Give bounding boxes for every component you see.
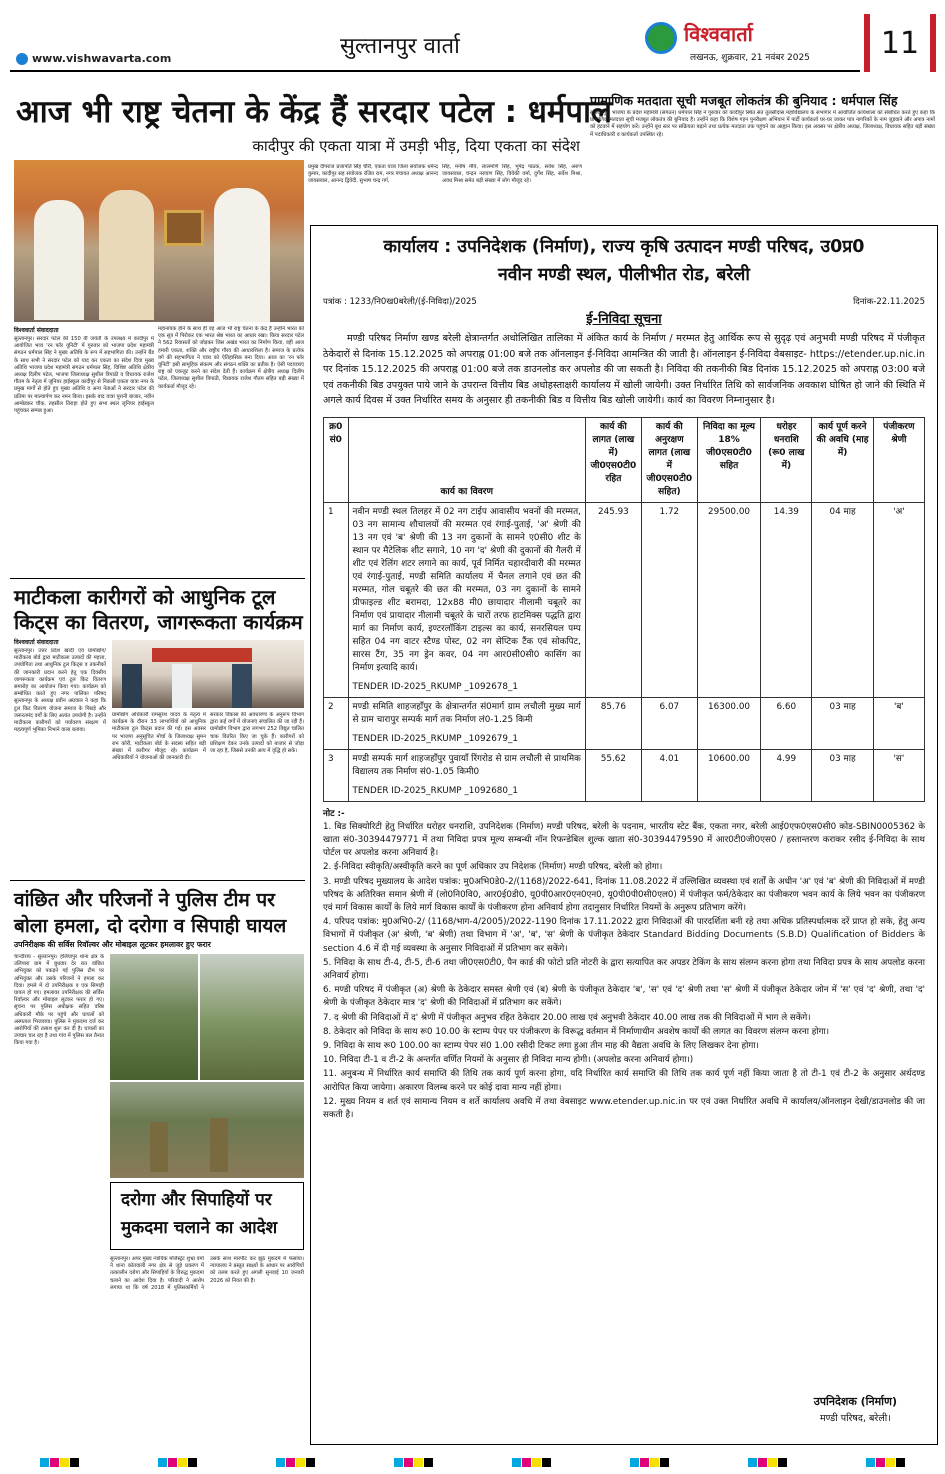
- row-desc-text: मण्डी सम्पर्क मार्ग शाहजहाँपुर पुवायाँ रिंगरोड से ग्राम लचौली से प्राथमिक विद्यालय तक निर्माण सं0-1.05 किमी0: [352, 753, 581, 777]
- story3-photo-1: [110, 954, 198, 1080]
- row-maint: 4.01: [641, 749, 697, 801]
- col-emd: धरोहर धनराशि (रू0 लाख में): [761, 417, 812, 502]
- story3-body: चान्दीराय - सुल्तानपुर। हलियापुर थाना क्षेत्र के उलिपारा ग्राम में बुधवार देर रात वांछित अभियुक्त को पकड़ने गई पुलिस टीम पर अभियुक्त और उसके परिजनों ने हमला कर दिया। हमले में दो उपनिरीक्षक व एक सिपाही घायल हो गए। हमलावर उपनिरीक्षक की सर्विस रिवॉल्वर और मोबाइल लूटकर फरार हो गए। सूचना पर पुलिस अधीक्षक सहित वरिष्ठ अधिकारी मौके पर पहुंचे और घायलों को अस्पताल भिजवाया। पुलिस ने मुकदमा दर्ज कर आरोपियों की तलाश शुरू कर दी है। घायलों का उपचार चल रहा है तथा गांव में पुलिस बल तैनात किया गया है।: [14, 954, 104, 1047]
- row-sn: 1: [324, 502, 349, 697]
- table-row: [324, 697, 925, 749]
- notice-intro: मण्डी परिषद निर्माण खण्ड बरेली क्षेत्रान्तर्गत अधोलिखित तालिका में अंकित कार्य के निर्माण / मरम्मत हेतु आर्थिक रूप से सुदृढ़ एवं अनुभवी मण्डी परिषद में पंजीकृत ठेकेदारों से दिनांक 15.12.2025 को अपराह्न 01:00 बजे तक ऑनलाइन ई-निविदा आमन्त्रित की जाती है। ऑनलाइन ई-निविदा वेबसाइट- https://etender.up.nic.in पर दिनांक 15.12.2025 की अपराह्न 01:00 बजे तक डाउनलोड कर अपलोड की जा सकती है। निविदा की तकनीकी बिड दिनांक 15.12.2025 को अपराह्न 03:00 बजे एवं तकनीकी बिड उपयुक्त पाये जाने के उपरान्त वित्तीय बिड अधोहस्ताक्षरी कार्यालय में खोली जायेगी। उक्त निर्धारित तिथि को सार्वजनिक अवकाश घोषित हो जाने की स्थिति में अगले कार्य दिवस में उक्त निर्धारित समय के अनुसार ही तकनीकी बिड व वित्तीय बिड खोली जायेगी। कार्य का विवरण निम्नानुसार है।: [323, 333, 925, 406]
- story3-headline-2: बोला हमला, दो दरोगा व सिपाही घायल: [14, 915, 287, 937]
- cmyk-swatch-icon: [276, 1458, 315, 1467]
- notice-title-line1: कार्यालय : उपनिदेशक (निर्माण), राज्य कृषि उत्पादन मण्डी परिषद, उ0प्र0: [383, 237, 865, 257]
- row-desc: [348, 502, 585, 697]
- lead-body-col2: महानायक होने के साथ ही वह आज भी राष्ट्र चेतना के केंद्र हैं उन्होंने भारत को एक सूत्र में पिरोकर एक भारत श्रेष्ठ भारत का आधार रखा। किया सरदार पटेल ने 562 रियासतों को जोड़कर जिस अखंड भारत का निर्माण किया, वही आज हमारी एकता, शक्ति और राष्ट्रीय गौरव की आधारशिला है। समाज के प्रत्येक वर्ग की सहभागिता ने यात्रा को ऐतिहासिक बना दिया। आज का 'रन फॉर यूनिटी' इसी सामूहिक संकल्प और संगठन शक्ति का प्रतीक है। ऐसी पदयात्राएं राष्ट्र को एकजुट करने का संदेश देती हैं। कार्यक्रम में क्षेत्रीय अध्यक्ष दिलीप पटेल, जिलाध्यक्ष सुशील त्रिपाठी, विधायक राजेश गौतम सहित बड़ी संख्या में कार्यकर्ता मौजूद रहे।: [158, 326, 304, 390]
- page-number: 11: [880, 25, 920, 61]
- row-emd: 6.60: [761, 697, 812, 749]
- notice-ref-no: पत्रांक : 1233/नि0ख0बरेली/(ई-निविदा)/2025: [323, 297, 477, 307]
- lead-photo: [14, 160, 304, 322]
- notes-title: नोट :-: [323, 808, 345, 819]
- story3-photo-3: [110, 1082, 304, 1178]
- cmyk-swatch-icon: [394, 1458, 433, 1467]
- note-item: 3. मण्डी परिषद मुख्यालय के आदेश पत्रांक: मु0अभि0डे0-2/(1168)/2022-641, दिनांक 11.08.2022 में उल्लिखित व्यवस्था एवं शर्तों के अधीन 'अ' एवं 'ब' श्रेणी की निविदाओं में मण्डी परिषद के अतिरिक्त समान श्रेणी में (लो0नि0वि0, आर0ई0डी0, यू0पी0आर0एन0एन0, यू0पी0पी0सी0एल0) में पंजीकृत फर्म/ठेकेदार का पंजीकरण भवन कार्य के लिये भवन का पंजीकरण एवं मार्ग विकास कार्यों के लिये मार्ग विकास कार्यों के पंजीकरण होना अनिवार्य होगा तदानुसार निर्धारित नियमों के अनुरूप प्रतिभाग करेंगे।: [323, 876, 925, 913]
- col-cost: कार्य की लागत (लाख में) जी0एस0टी0 रहित: [585, 417, 641, 502]
- sign-office: मण्डी परिषद, बरेली।: [819, 1413, 891, 1424]
- notice-title-line2: नवीन मण्डी स्थल, पीलीभीत रोड, बरेली: [498, 265, 750, 285]
- note-item: 1. बिड सिक्योरिटी हेतु निर्धारित धरोहर धनराशि, उपनिदेशक (निर्माण) मण्डी परिषद, बरेली के पदनाम, भारतीय स्टेट बैंक, एकता नगर, बरेली आई0एफ0एस0सी0 कोड-SBIN0005362 के खाता सं0-30394479771 में तथा निविदा प्रपत्र मूल्य सम्बन्धी नॉन रिफन्डेबिल शुल्क खाता सं0-30394479590 में आर0टी0जी0एस0 / हस्तान्तरण कराकर रसीद ई-निविदा के साथ पोर्टल पर अपलोड करना अनिवार्य है।: [323, 821, 925, 859]
- website-row: [16, 52, 171, 65]
- row-tender-id: TENDER ID-2025_RKUMP _1092678_1: [352, 681, 518, 692]
- voter-headline: प्रामाणिक मतदाता सूची मजबूत लोकतंत्र की बुनियाद : धर्मपाल सिंह: [590, 93, 898, 108]
- lead-body-col3: प्रमुख दीपराज प्रजापति सिंह चौरी, एकता यात्रा जिला संयोजक धर्मेन्द्र कुमार, कादीपुर सह संयोजक रंजित राम, नगर पंचायत अध्यक्ष आनन्द जायसवाल, आनन्द द्विवेदी, सुभाष चन्द्र गर्ग,: [308, 164, 438, 185]
- row-period: 03 माह: [812, 749, 873, 801]
- notice-date: दिनांक-22.11.2025: [853, 297, 925, 307]
- col-cat: पंजीकरण श्रेणी: [873, 417, 924, 502]
- story3-headline-1: वांछित और परिजनों ने पुलिस टीम पर: [14, 889, 275, 911]
- brand-logo-icon: [645, 22, 677, 54]
- row-fee: 29500.00: [697, 502, 760, 697]
- story4-headline-1: दरोगा और सिपाहियों पर: [121, 1190, 272, 1210]
- row-maint: 6.07: [641, 697, 697, 749]
- voter-body: सुल्तानपुर। भाजपा के प्रदेश महामंत्री (संगठन) धर्मपाल सिंह ने गुरुवार को कादीपुर स्थित संत तुलसीदास महाविद्यालय के सभागार में आयोजित कार्यशाला को संबोधित करते हुए कहा कि प्रामाणिक मतदाता सूची मजबूत लोकतंत्र की बुनियाद है। उन्होंने कहा कि विशेष गहन पुनरीक्षण अभियान में पार्टी कार्यकर्ता घर-घर जाकर पात्र नागरिकों के नाम जुड़वाने और अपात्र नामों को हटवाने में सहयोग करें। उन्होंने बूथ स्तर पर सक्रियता बढ़ाने तथा प्रत्येक मतदाता तक पहुंचने का आह्वान किया। इस अवसर पर क्षेत्रीय अध्यक्ष, जिलाध्यक्ष, विधायक सहित बड़ी संख्या में पदाधिकारी व कार्यकर्ता उपस्थित रहे।: [590, 110, 935, 138]
- row-sn: 2: [324, 697, 349, 749]
- row-sn: 3: [324, 749, 349, 801]
- row-desc: [348, 749, 585, 801]
- story4-headline-2: मुकदमा चलाने का आदेश: [121, 1218, 278, 1238]
- col-sn: क्र0 सं0: [324, 417, 349, 502]
- website-link[interactable]: www.vishwavarta.com: [32, 52, 172, 65]
- story4-body: सुल्तानपुर। अपर मुख्य न्यायिक मजिस्ट्रेट शुभ्रा वर्मा ने थाना कोतवाली नगर क्षेत्र से जुड़े प्रकरण में तत्कालीन दरोगा और सिपाहियों के विरुद्ध मुकदमा चलाने का आदेश दिया है। परिवादी ने आरोप लगाया था कि वर्ष 2018 में पुलिसकर्मियों ने उसके साथ मारपीट कर झूठे मुकदमे में फंसाया। न्यायालय ने प्रस्तुत साक्ष्यों के आधार पर आरोपियों को तलब करते हुए अगली सुनवाई 10 जनवरी 2026 को नियत की है।: [110, 1256, 304, 1291]
- row-cost: 85.76: [585, 697, 641, 749]
- story2-body-right: सरकार विकास की अवधारणा के अनुरूप विभाग द्वारा कई वर्गों में योजनाएं संचालित की जा रही हैं। ग्रामोद्योग विभाग द्वारा लगभग 252 विद्युत चालित चाक वितरित किए जा चुके हैं। कारीगरों को प्रशिक्षण देकर उनके उत्पादों को बाजार से जोड़ा जा रहा है, जिससे उनकी आय में वृद्धि हो सके।: [210, 712, 304, 755]
- cmyk-swatch-icon: [748, 1458, 787, 1467]
- globe-icon: [16, 53, 28, 65]
- note-item: 2. ई-निविदा स्वीकृति/अस्वीकृति करने का पूर्ण अधिकार उप निदेशक (निर्माण) मण्डी परिषद, बरेली को होगा।: [323, 862, 663, 873]
- story2-headline-2: किट्स का वितरण, जागरूकता कार्यक्रम: [14, 610, 303, 634]
- story2-byline: विश्ववार्ता संवाददाता: [14, 639, 59, 646]
- row-desc: [348, 697, 585, 749]
- story4-headline-box: [110, 1182, 304, 1250]
- story2-photo: [112, 640, 304, 708]
- row-cost: 55.62: [585, 749, 641, 801]
- story2-headline-1: माटीकला कारीगरों को आधुनिक टूल: [14, 585, 276, 609]
- sign-title: उपनिदेशक (निर्माण): [813, 1395, 897, 1408]
- story2-body-mid: ग्रामोद्योग अधिकारी रामसुरेश यादव के नेतृत्व में कार्यक्रम के दौरान 33 लाभार्थियों को आधुनिक माटीकला टूल किट्स प्रदान की गई। इस अवसर पर भाजपा अनुसूचित मोर्चा के जिलाध्यक्ष सुमन राम कोरी, माटीकला बोर्ड के सदस्य सहित बड़ी संख्या में कारीगर मौजूद रहे। कार्यक्रम में अधिकारियों ने योजनाओं की जानकारी दी।: [112, 712, 206, 762]
- cmyk-swatch-icon: [512, 1458, 551, 1467]
- story3-photo-2: [200, 954, 304, 1080]
- note-item: 5. निविदा के साथ टी-4, टी-5, टी-6 तथा जी0एस0टी0, पैन कार्ड की फोटो प्रति नोटरी के द्वारा सत्यापित कर अपडर टेकिंग के साथ संलग्न करना होगा तथा निविदा प्रपत्र के साथ अपलोड करना अनिवार्य होगा।: [323, 957, 925, 981]
- row-emd: 4.99: [761, 749, 812, 801]
- tender-table: [323, 417, 925, 802]
- col-fee: निविदा का मूल्य 18% जी0एस0टी0 सहित: [697, 417, 760, 502]
- cmyk-swatch-icon: [40, 1458, 79, 1467]
- row-desc-text: नवीन मण्डी स्थल तिलहर में 02 नग टाईप आवासीय भवनों की मरम्मत, 03 नग सामान्य शौचालयों की मरम्मत एवं रंगाई-पुताई, 'अ' श्रेणी की 13 नग एवं 'ब' श्रेणी की 13 नग दुकानों के सामने ए0सी0 शीट के स्थान पर मैटेलिक शीट सगाने, 10 नग 'द' श्रेणी की दुकानों की गैलरी में शीट एवं रेलिंग शटर लगाने का कार्य, पूर्व निर्मित चहारदीवारी की मरम्मत एवं रंगाई-पुताई, मण्डी समिति कार्यालय में चैनल लगाने एवं छत की मरम्मत, गोल चबूतरे की छत की मरम्मत, 03 नग दुकानों के सामने प्रीफाइल्ड शीट बरामदा, 12x88 मी0 छायादार नीलामी चबूतरे का निर्माण एवं प्रायादार नीलामी चबूतरे के चारों तरफ हाटमिक्स पद्धति द्वारा मार्ग का निर्माण कार्य, इण्टरलॉकिंग टाइल्स का कार्य, सनरसियल पम्प सहित 04 नग वाटर स्टैण्ड पोस्ट, 02 नग सेप्टिक टैंक एवं सोकपिट, सारस टैंग, 35 नग ड्रेन कवर, 04 नग आर0सी0सी0 कासिंग का निर्माण इत्यादि कार्य।: [352, 506, 581, 673]
- note-item: 6. मण्डी परिषद में पंजीकृत (अ) श्रेणी के ठेकेदार समस्त श्रेणी एवं (ब) श्रेणी के पंजीकृत ठेकेदार 'ब', 'स' एवं 'द' श्रेणी तथा 'स' श्रेणी में पंजीकृत ठेकेदार जोन में 'स' एवं 'द' श्रेणी, तथा 'द' श्रेणी के पंजीकृत ठेकेदार मात्र 'द' श्रेणी की निविदाओं में प्रतिभाग कर सकेंगे।: [323, 985, 925, 1009]
- cmyk-swatch-icon: [158, 1458, 197, 1467]
- lead-body-col1: सुल्तानपुर। सरदार पटेल की 150 वीं जयंती के उपलक्ष्य में कादीपुर में आयोजित भव्य 'रन फॉर यूनिटी' में गुरुवार को भाजपा प्रदेश महामंत्री संगठन धर्मपाल सिंह ने मुख्य अतिथि के रूप में सहभागिता की। उन्होंने बैंड के साथ सभी ने सरदार पटेल को याद कर एकता का संदेश दिया मुख्य अतिथि भाजपा प्रदेश महामंत्री संगठन धर्मपाल सिंह, विशिष्ट अतिथि क्षेत्रीय अध्यक्ष दिलीप पटेल, भाजपा जिलाध्यक्ष सुशील त्रिपाठी व विधायक राजेश गौतम के नेतृत्व में जूनियर हाईस्कूल कादीपुर से निकली एकता यात्रा नगर के प्रमुख मार्गों से होते हुए मुख्य अतिथि व अन्य नेताओं ने सरदार पटेल की प्रतिमा पर माल्यार्पण कर नमन किया। इसके बाद यात्रा पुरानी बाजार, नवीन आम्बेडकर चौक, तहसील तिराहा होते हुए सभा स्थल जूनियर हाईस्कूल पहुंचकर सम्पन्न हुआ।: [14, 336, 154, 415]
- row-cost: 245.93: [585, 502, 641, 697]
- note-item: 7. द श्रेणी की निविदाओं में द' श्रेणी में पंजीकृत अनुभव रहित ठेकेदार 20.00 लाख एवं अनुभवी ठेकेदार 40.00 लाख तक की निविदाओं में भाग ले सकेंगे।: [323, 1012, 811, 1023]
- page-number-box: [864, 14, 936, 72]
- cmyk-swatch-icon: [630, 1458, 669, 1467]
- row-period: 03 माह: [812, 697, 873, 749]
- notes-list: [323, 821, 925, 1122]
- lead-body-col4: सिंह, मनीष मौर्य, लालमणि सिंह, भूपेंद्र पाठक, सर्वेश सिंह, अरुण जायसवाल, चन्द्रन नरायण सिंह, विवेकी वर्मा, दुर्गेश सिंह, सर्वेश मिश्रा, अवध मिश्रा समेत बड़ी संख्या में लोग मौजूद रहे।: [442, 164, 582, 185]
- notice-heading: ई-निविदा सूचना: [586, 312, 662, 327]
- note-item: 8. ठेकेदार को निविदा के साथ रू0 10.00 के स्टाम्प पेपर पर पंजीकरण के विरूद्ध वर्तमान में निर्माणाधीन अवशेष कार्यों की लागत का विवरण संलग्न करना होगा।: [323, 1026, 830, 1037]
- lead-headline: आज भी राष्ट्र चेतना के केंद्र हैं सरदार पटेल : धर्मपाल: [16, 94, 613, 130]
- story2-body-left: सुल्तानपुर। उत्तर प्रदेश खादी एवं ग्रामोद्योग/माटीकला बोर्ड द्वारा माटीकला उत्पादों की महत्ता, उपयोगिता तथा आधुनिक टूल किट्स व तकनीकों की जानकारी प्रदान करने हेतु एक दिवसीय जागरूकता कार्यक्रम एवं टूल किट वितरण समारोह का आयोजन किया गया। कार्यक्रम को सम्बोधित करते हुए नगर पालिका परिषद सुल्तानपुर के अध्यक्ष प्रवीन अग्रवाल ने कहा कि टूल किट वितरण योजना समाज के पिछड़े और जरूरतमंद वर्गों के लिए अत्यंत उपयोगी है। उन्होंने माटीकला कारीगरों को पर्यावरण संरक्षण में महत्वपूर्ण भूमिका निभाने वाला बताया।: [14, 648, 106, 734]
- brand-name: विश्ववार्ता: [684, 22, 753, 46]
- row-fee: 16300.00: [697, 697, 760, 749]
- note-item: 11. अनुबन्ध में निर्धारित कार्य समाप्ति की तिथि तक कार्य पूर्ण करना होगा, यदि निर्धारित कार्य समाप्ति की तिथि तक कार्य पूर्ण नहीं किया जाता है तो टी-1 एवं टी-2 के अनुसार अर्थदण्ड आरोपित किया जायेगा। अकारण विलम्ब करने पर कोई दावा मान्य नहीं होगा।: [323, 1069, 925, 1093]
- tender-table-header: [324, 417, 925, 502]
- table-row: [324, 502, 925, 697]
- row-cat: 'ब': [873, 697, 924, 749]
- cmyk-swatch-icon: [866, 1458, 905, 1467]
- color-registration-strip: [0, 1452, 945, 1472]
- row-tender-id: TENDER ID-2025_RKUMP _1092679_1: [352, 733, 518, 744]
- story3-subhead: उपनिरीक्षक की सर्विस रिवॉल्वर और मोबाइल लूटकर हमलावर हुए फरार: [14, 940, 211, 949]
- col-desc: कार्य का विवरण: [348, 417, 585, 502]
- note-item: 10. निविदा टी-1 व टी-2 के अन्तर्गत वर्णित नियमों के अनुसार ही निविदा मान्य होगी। (अपलोड करना अनिवार्य होगा।): [323, 1055, 694, 1066]
- lead-subhead: कादीपुर की एकता यात्रा में उमड़ी भीड़, दिया एकता का संदेश: [252, 137, 580, 155]
- row-emd: 14.39: [761, 502, 812, 697]
- row-cat: 'स': [873, 749, 924, 801]
- row-period: 04 माह: [812, 502, 873, 697]
- masthead: [0, 0, 945, 80]
- row-maint: 1.72: [641, 502, 697, 697]
- dateline: लखनऊ, शुक्रवार, 21 नवंबर 2025: [690, 53, 810, 63]
- table-row: [324, 749, 925, 801]
- lead-byline: विश्ववार्ता संवाददाता: [14, 327, 59, 334]
- row-tender-id: TENDER ID-2025_RKUMP _1092680_1: [352, 785, 518, 796]
- note-item: 9. निविदा के साथ रू0 100.00 का स्टाम्प पेपर सं0 1.00 रसीदी टिकट लगा हुआ तीन माह की वैद्यता अवधि के लिए लिखकर देना होगा।: [323, 1040, 759, 1051]
- col-period: कार्य पूर्ण करने की अवधि (माह में): [812, 417, 873, 502]
- row-desc-text: मण्डी समिति शाहजहाँपुर के क्षेत्रान्तर्गत सं0मार्ग ग्राम लचौली मुख्य मार्ग से ग्राम चारापुर सम्पर्क मार्ग तक निर्माण लं0-1.25 किमी: [352, 701, 581, 725]
- row-cat: 'अ': [873, 502, 924, 697]
- page-title: सुल्तानपुर वार्ता: [340, 34, 460, 59]
- note-item: 12. मुख्य नियम व शर्त एवं सामान्य नियम व शर्ते कार्यालय अवधि में तथा वेबसाइट www.etender.up.nic.in पर एवं उक्त निर्धारित अवधि में कार्यालय/ऑनलाइन देखी/डाउनलोड की जा सकती है।: [323, 1096, 925, 1120]
- row-fee: 10600.00: [697, 749, 760, 801]
- tender-notice: [310, 225, 938, 1445]
- note-item: 4. परिपद पत्रांक: मु0अभि0-2/ (1168/भाग-4/2005)/2022-1190 दिनांक 17.11.2022 द्वारा निविदाओं की पारदर्शिता बनी रहे तथा अधिक प्रतिस्पर्धात्मक दरें प्राप्त हो सके, हेतु अन्य विभागों में पंजीकृत (अ' श्रेणी, 'ब' श्रेणी) तथा विभाग में 'अ', 'ब', 'स' श्रेणी के पंजीकृत ठेकेदार Standard Bidding Documents (S.B.D) Qualification of Bidders के section 4.6 में दी गई व्यवस्था के अनुसार निविदाओं में प्रतिभाग कर सकेंगे।: [323, 917, 925, 954]
- col-maint: कार्य की अनुरक्षण लागत (लाख में जी0एस0टी0 सहित): [641, 417, 697, 502]
